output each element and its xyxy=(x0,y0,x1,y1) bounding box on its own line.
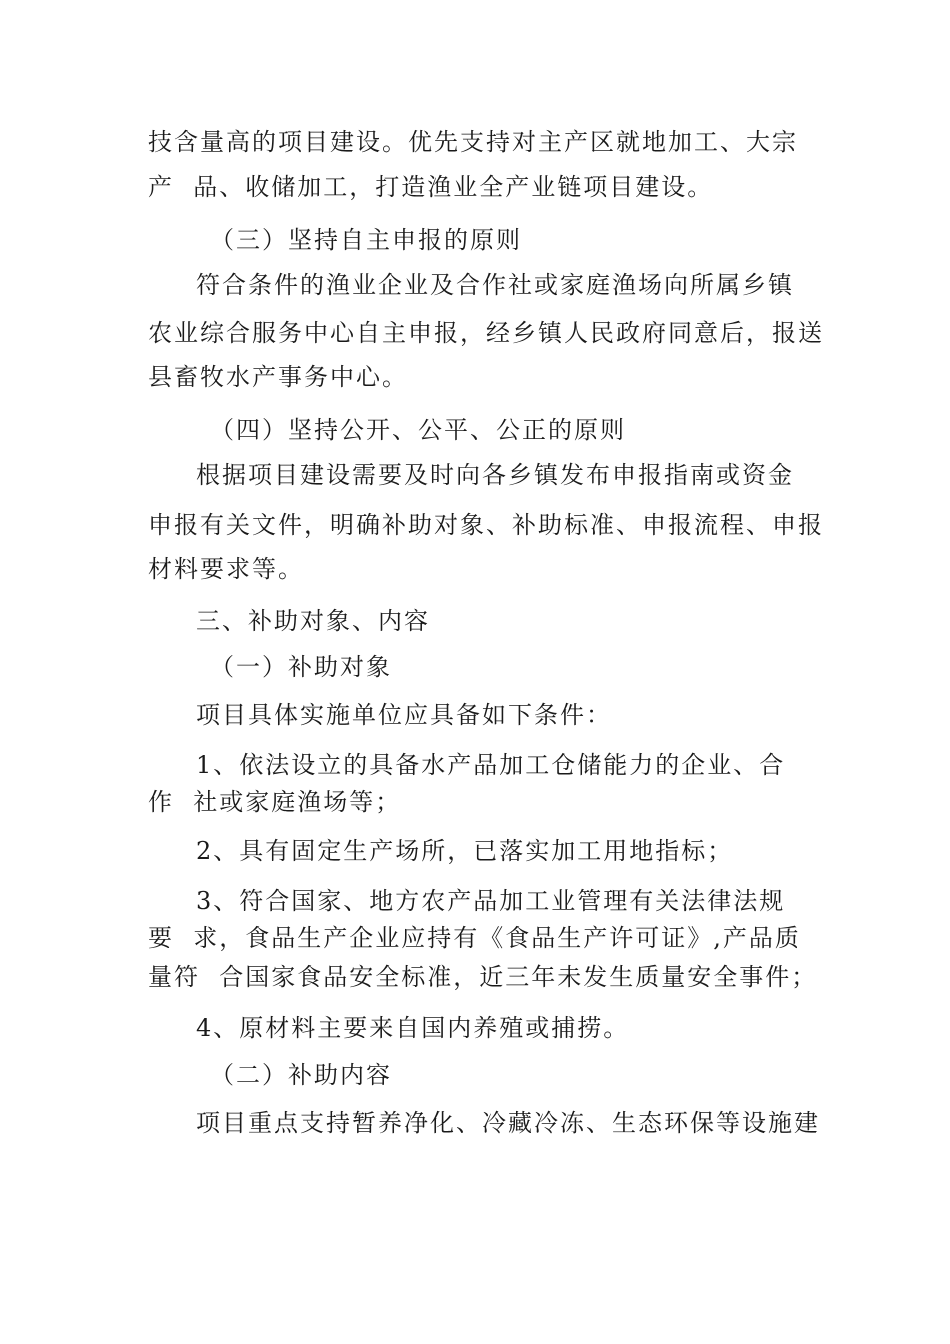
paragraph-line: 符合条件的渔业企业及合作社或家庭渔场向所属乡镇 xyxy=(196,271,794,299)
paragraph-line: 技含量高的项目建设。优先支持对主产区就地加工、大宗 xyxy=(148,128,798,156)
paragraph-line: 申报有关文件，明确补助对象、补助标准、申报流程、申报 xyxy=(148,511,824,539)
paragraph-line: 项目重点支持暂养净化、冷藏冷冻、生态环保等设施建 xyxy=(196,1109,820,1137)
paragraph-line: 材料要求等。 xyxy=(148,555,304,583)
paragraph-line: 县畜牧水产事务中心。 xyxy=(148,363,408,391)
list-item-line: 作 社或家庭渔场等； xyxy=(148,788,402,816)
section-heading: （二）补助内容 xyxy=(210,1061,392,1089)
paragraph-line: 项目具体实施单位应具备如下条件： xyxy=(196,701,612,729)
list-item-line: 2、具有固定生产场所，已落实加工用地指标； xyxy=(196,837,734,865)
list-item-line: 3、符合国家、地方农产品加工业管理有关法律法规 xyxy=(196,887,786,915)
list-item-line: 要 求，食品生产企业应持有《食品生产许可证》,产品质 xyxy=(148,924,801,952)
paragraph-line: 根据项目建设需要及时向各乡镇发布申报指南或资金 xyxy=(196,461,794,489)
paragraph-line: 产 品、收储加工，打造渔业全产业链项目建设。 xyxy=(148,173,714,201)
paragraph-line: 农业综合服务中心自主申报，经乡镇人民政府同意后，报送 xyxy=(148,319,824,347)
section-heading: （三）坚持自主申报的原则 xyxy=(210,226,522,254)
list-item-line: 1、依法设立的具备水产品加工仓储能力的企业、合 xyxy=(196,751,786,779)
section-heading: （四）坚持公开、公平、公正的原则 xyxy=(210,416,626,444)
list-item-line: 4、原材料主要来自国内养殖或捕捞。 xyxy=(196,1014,630,1042)
chapter-heading: 三、补助对象、内容 xyxy=(196,607,430,635)
list-item-line: 量符 合国家食品安全标准，近三年未发生质量安全事件； xyxy=(148,963,818,991)
section-heading: （一）补助对象 xyxy=(210,653,392,681)
